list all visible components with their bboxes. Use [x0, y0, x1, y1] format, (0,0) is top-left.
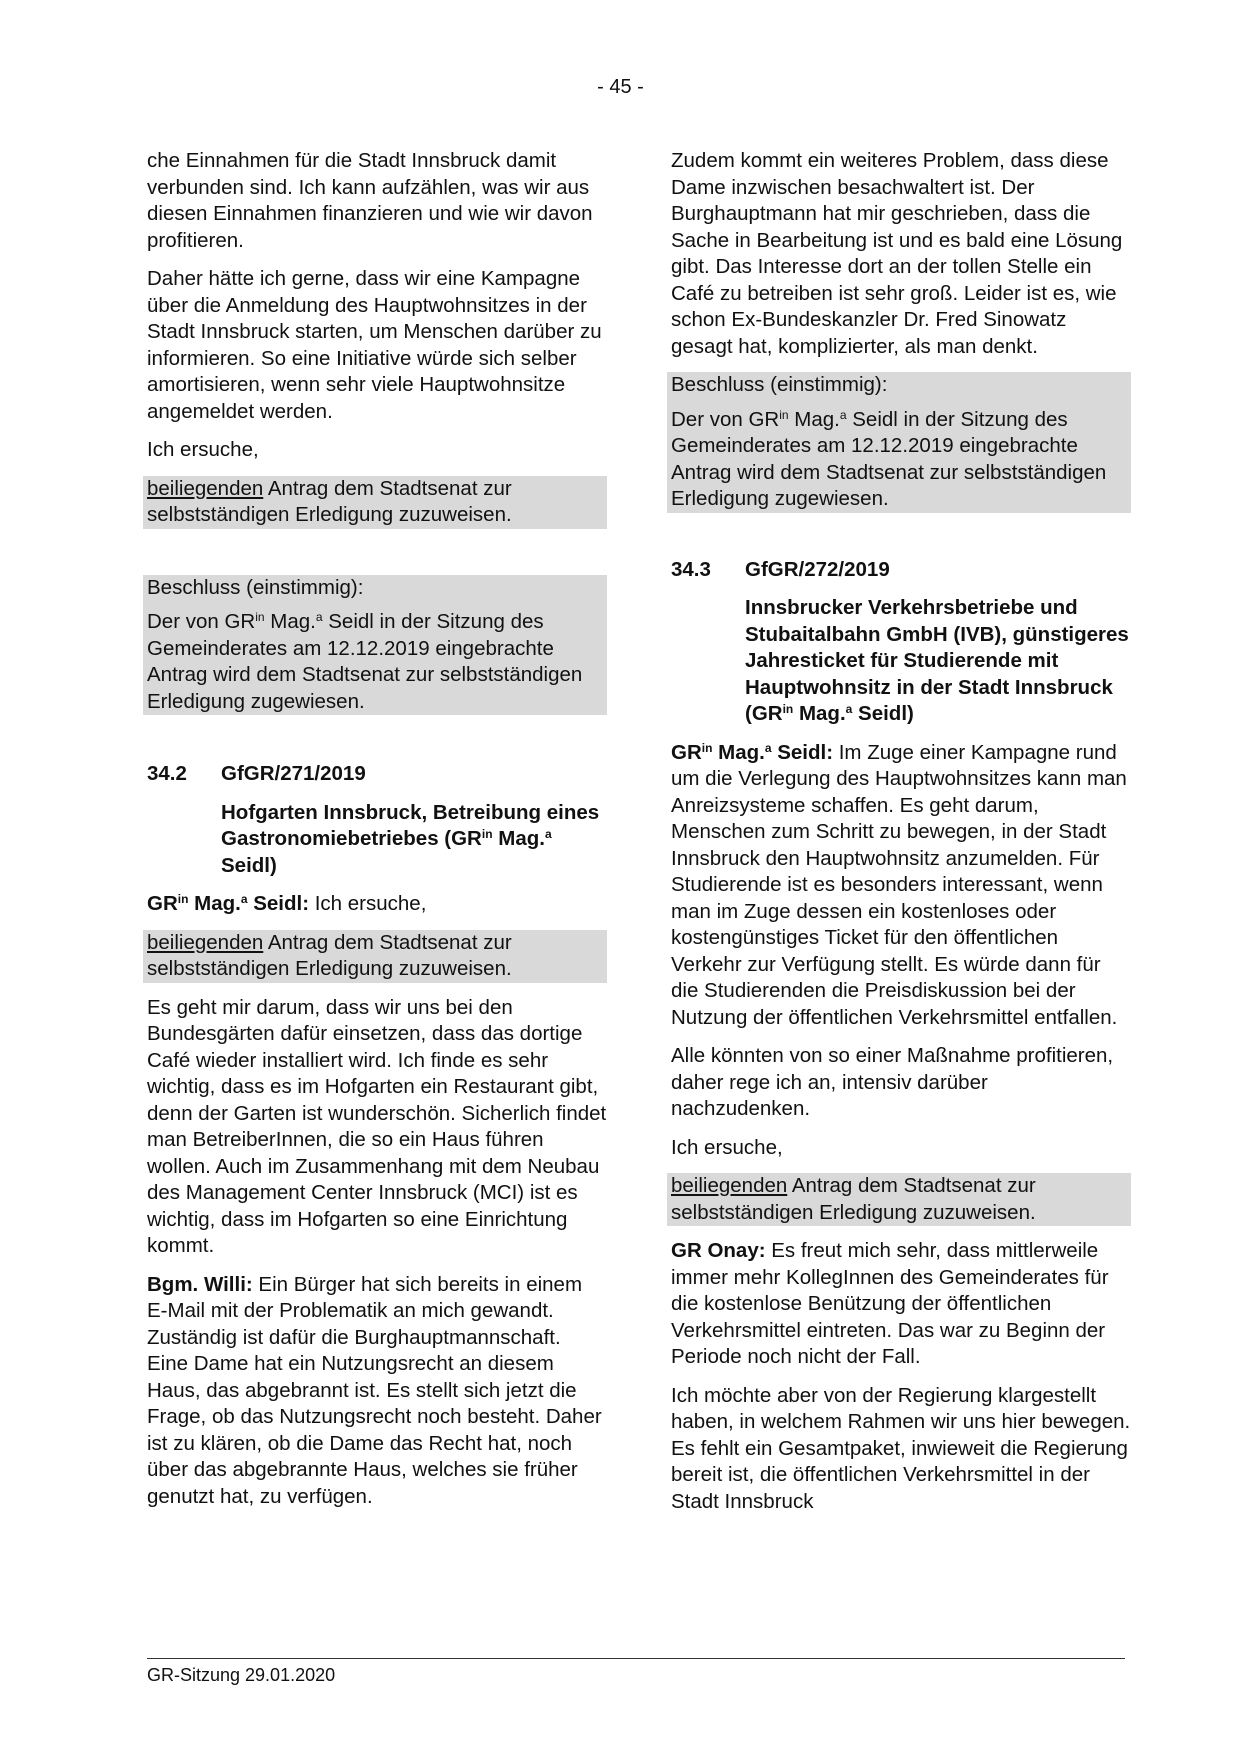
request-text: [147, 476, 603, 529]
paragraph: Es geht mir darum, dass wir uns bei den Bundesgärten dafür einsetzen, dass das dortige Café wieder installiert wird. Ich finde es sehr wichtig, dass es im Hofgarten ein Restaurant gibt, denn der Garten ist wunderschön. Sicherlich findet man BetreiberInnen, die so ein Haus führen wollen. Auch im Zusammenhang mit dem Neubau des Management Center Innsbruck (MCI) ist es wichtig, dass im Hofgarten so eine Einrichtung kommt.: [147, 995, 607, 1257]
paragraph: Ich möchte aber von der Regierung klargestellt haben, in welchem Rahmen wir uns hier bewegen. Es fehlt ein Gesamtpaket, inwieweit die Regierung bereit ist, die öffentlichen Verkehrsmittel in der Stadt Innsbruck: [671, 1383, 1131, 1513]
request-rest: Antrag dem Stadtsenat zur selbstständigen Erledigung zuzuweisen.: [147, 930, 512, 980]
speaker-name: $GR^{in}$ Mag.$^a$ Seidl:: [671, 740, 834, 764]
decision-box: [143, 575, 607, 716]
request-box: [143, 476, 607, 529]
section-title: Hofgarten Innsbruck, Betreibung eines Gastronomiebetriebes ($GR^{in}$ Mag.$^a$ Seidl): [221, 800, 600, 877]
right-column: [671, 148, 1131, 1527]
speech: Bgm. Willi: Ein Bürger hat sich bereits in einem E-Mail mit der Problematik an mich gewandt. Zuständig ist dafür die Burghauptmannschaft. Eine Dame hat ein Nutzungsrecht an diesem Haus, das abgebrannt ist. Es stellt sich jetzt die Frage, ob das Nutzungsrecht noch besteht. Daher ist zu klären, ob die Dame das Recht hat, noch über das abgebrannte Haus, welches sie früher genutzt hat, zu verfügen.: [147, 1272, 602, 1508]
footer-session-date: GR-Sitzung 29.01.2020: [147, 1665, 336, 1685]
speech: $GR^{in}$ Mag.$^a$ Seidl: Im Zuge einer Kampagne rund um die Verlegung des Hauptwohnsitzes kann man Anreizsysteme schaffen. Es geht darum, Menschen zum Schritt zu bewegen, in der Stadt Innsbruck den Hauptwohnsitz anzumelden. Für Studierende ist es besonders interessant, wenn man im Zuge dessen ein kostenloses oder kostengünstiges Ticket für den öffentlichen Verkehr zur Verfügung stellt. Es würde dann für die Studierenden die Preisdiskussion bei der Nutzung der öffentlichen Verkehrsmittel entfallen.: [671, 740, 1127, 1029]
speaker-name: GR Onay:: [671, 1239, 766, 1262]
underlined-word: beiliegenden: [147, 476, 264, 500]
page-number: - 45 -: [597, 76, 644, 98]
section-heading: [147, 761, 607, 788]
decision-box: [667, 372, 1131, 513]
section-34-2: [147, 761, 607, 879]
left-column: [147, 148, 607, 1522]
decision-heading: Beschluss (einstimmig):: [671, 373, 888, 396]
request-text: [147, 930, 603, 983]
section-number: 34.3: [671, 557, 711, 581]
paragraph: Ich ersuche,: [147, 438, 259, 461]
section-heading: [671, 557, 1131, 584]
decision-heading: Beschluss (einstimmig):: [147, 575, 364, 599]
paragraph: Alle könnten von so einer Maßnahme profitieren, daher rege ich an, intensiv darüber nachzudenken.: [671, 1044, 1114, 1120]
request-rest: Antrag dem Stadtsenat zur selbstständigen Erledigung zuzuweisen.: [671, 1174, 1036, 1224]
paragraph: che Einnahmen für die Stadt Innsbruck damit verbunden sind. Ich kann aufzählen, was wir aus diesen Einnahmen finanzieren und wie wir davon profitieren.: [147, 149, 593, 252]
paragraph: Daher hätte ich gerne, dass wir eine Kampagne über die Anmeldung des Hauptwohnsitzes in der Stadt Innsbruck starten, um Menschen darüber zu informieren. So eine Initiative würde sich selber amortisieren, wenn sehr viele Hauptwohnsitze angemeldet werden.: [147, 267, 602, 423]
decision-text: Der von $GR^{in}$ Mag.$^a$ Seidl in der Sitzung des Gemeinderates am 12.12.2019 eingebrachte Antrag wird dem Stadtsenat zur selbstständigen Erledigung zugewiesen.: [671, 407, 1107, 510]
request-box: [143, 930, 607, 983]
paragraph: Ich ersuche,: [671, 1135, 783, 1159]
section-34-3: [671, 557, 1131, 728]
section-code: GfGR/272/2019: [745, 557, 890, 581]
request-rest: Antrag dem Stadtsenat zur selbstständigen Erledigung zuzuweisen.: [147, 476, 512, 526]
section-number: 34.2: [147, 762, 187, 785]
section-title: Innsbrucker Verkehrsbetriebe und Stubaitalbahn GmbH (IVB), günstigeres Jahresticket für Studierende mit Hauptwohnsitz in der Stadt Innsbruck ($GR^{in}$ Mag.$^a$ Seidl): [745, 596, 1129, 725]
speech: GR Onay: Es freut mich sehr, dass mittlerweile immer mehr KollegInnen des Gemeinderates für die kostenlose Benützung der öffentlichen Verkehrsmittel eintreten. Das war zu Beginn der Periode noch nicht der Fall.: [671, 1239, 1109, 1368]
request-text: [671, 1173, 1127, 1226]
section-code: GfGR/271/2019: [221, 762, 366, 785]
underlined-word: beiliegenden: [147, 930, 264, 954]
decision-text: Der von $GR^{in}$ Mag.$^a$ Seidl in der Sitzung des Gemeinderates am 12.12.2019 eingebrachte Antrag wird dem Stadtsenat zur selbstständigen Erledigung zugewiesen.: [147, 610, 583, 713]
speech: $GR^{in}$ Mag.$^a$ Seidl: Ich ersuche,: [147, 892, 427, 915]
speaker-name: Bgm. Willi:: [147, 1272, 253, 1296]
paragraph: Zudem kommt ein weiteres Problem, dass diese Dame inzwischen besachwaltert ist. Der Burghauptmann hat mir geschrieben, dass die Sache in Bearbeitung ist und es bald eine Lösung gibt. Das Interesse dort an der tollen Stelle ein Café zu betreiben ist sehr groß. Leider ist es, wie schon Ex-Bundeskanzler Dr. Fred Sinowatz gesagt hat, komplizierter, als man denkt.: [671, 149, 1123, 358]
speaker-name: $GR^{in}$ Mag.$^a$ Seidl:: [147, 892, 310, 915]
underlined-word: beiliegenden: [671, 1174, 788, 1197]
request-box: [667, 1173, 1131, 1226]
footer-divider: [147, 1658, 1125, 1659]
